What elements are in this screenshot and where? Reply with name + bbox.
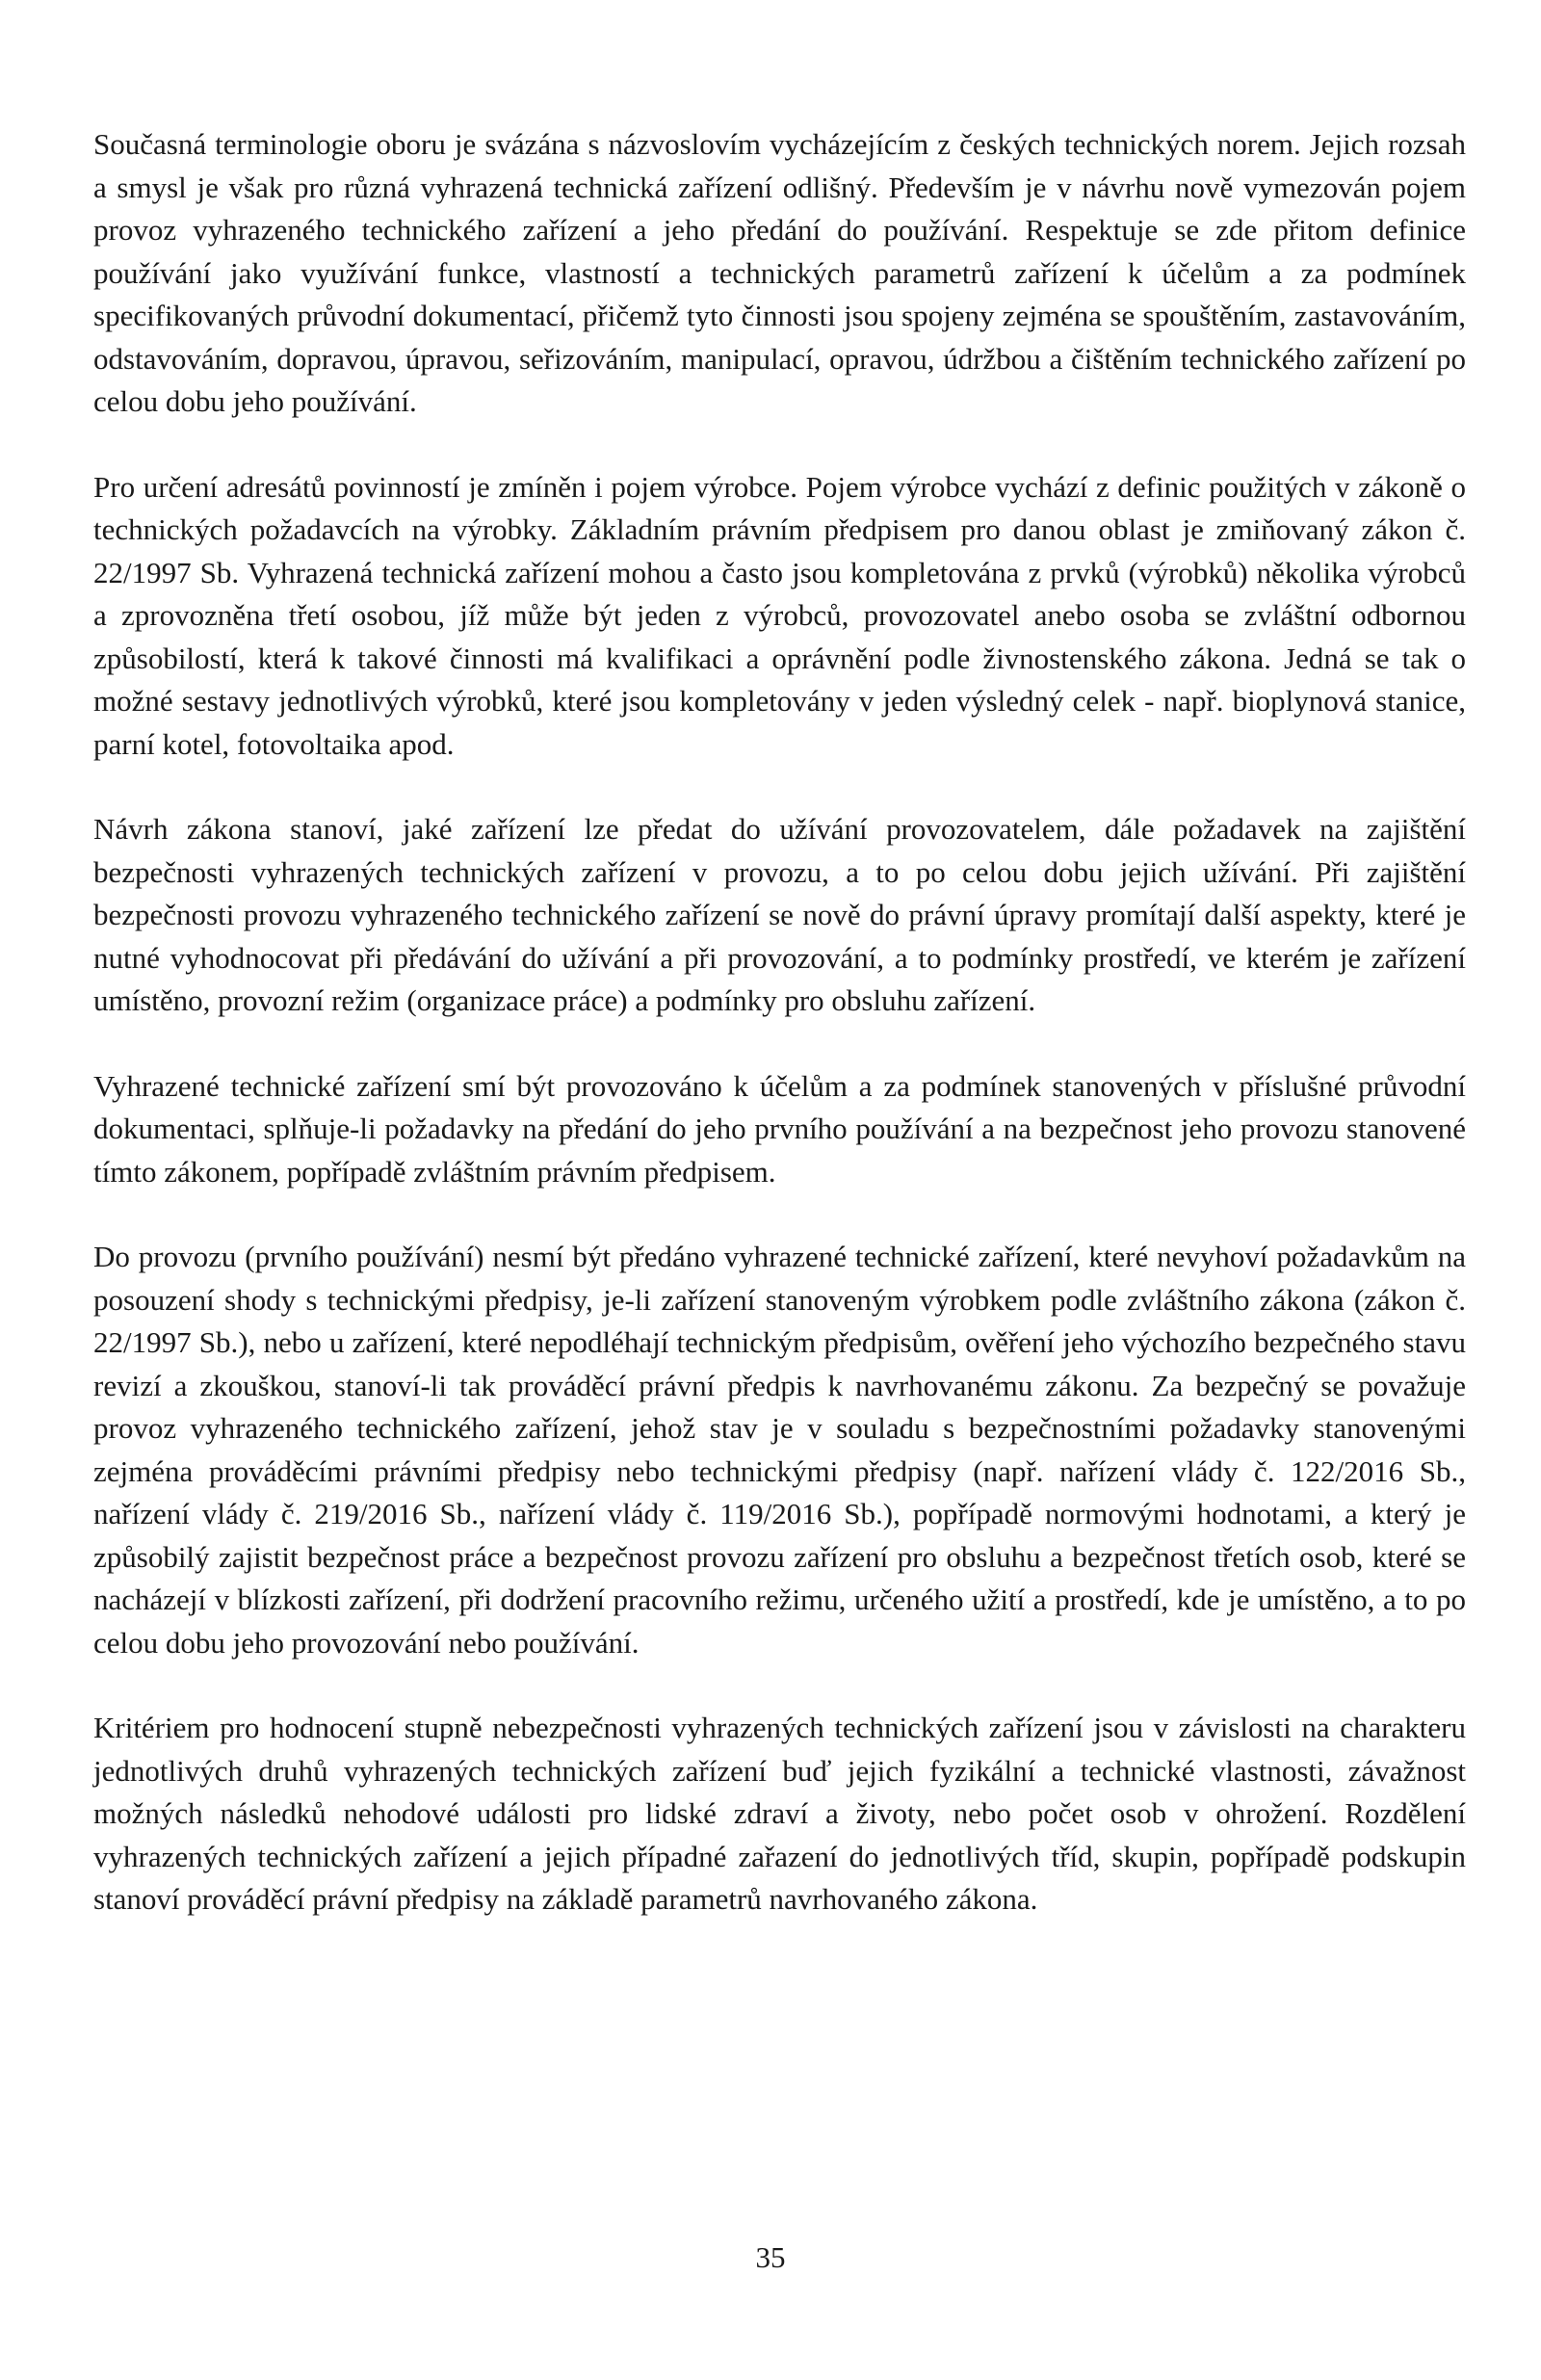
paragraph-terminology: Současná terminologie oboru je svázána s názvoslovím vycházejícím z českých technických norem. Jejich rozsah a smysl je však pro různá vyhrazená technická zařízení odlišný. Především je v návrhu nově vymezován pojem provoz vyhrazeného technického zařízení a jeho předání do používání. Respektuje se zde přitom definice používání jako využívání funkce, vlastností a technických parametrů zařízení k účelům a za podmínek specifikovaných průvodní dokumentací, přičemž tyto činnosti jsou spojeny zejména se spouštěním, zastavováním, odstavováním, dopravou, úpravou, seřizováním, manipulací, opravou, údržbou a čištěním technického zařízení po celou dobu jeho používání. <box>93 127 1466 418</box>
paragraph-operation-safety: Návrh zákona stanoví, jaké zařízení lze předat do užívání provozovatelem, dále požadavek na zajištění bezpečnosti vyhrazených technických zařízení v provozu, a to po celou dobu jejich užívání. Při zajištění bezpečnosti provozu vyhrazeného technického zařízení se nově do právní úpravy promítají další aspekty, které je nutné vyhodnocovat při předávání do užívání a při provozování, a to podmínky prostředí, ve kterém je zařízení umístěno, provozní režim (organizace práce) a podmínky pro obsluhu zařízení. <box>93 812 1466 1017</box>
document-body <box>93 123 1466 1964</box>
paragraph-hazard-criteria: Kritériem pro hodnocení stupně nebezpečnosti vyhrazených technických zařízení jsou v závislosti na charakteru jednotlivých druhů vyhrazených technických zařízení buď jejich fyzikální a technické vlastnosti, závažnost možných následků nehodové události pro lidské zdraví a životy, nebo počet osob v ohrožení. Rozdělení vyhrazených technických zařízení a jejich případné zařazení do jednotlivých tříd, skupin, popřípadě podskupin stanoví prováděcí právní předpisy na základě parametrů navrhovaného zákona. <box>93 1711 1466 1916</box>
paragraph-first-use: Do provozu (prvního používání) nesmí být předáno vyhrazené technické zařízení, které nevyhoví požadavkům na posouzení shody s technickými předpisy, je-li zařízení stanoveným výrobkem podle zvláštního zákona (zákon č. 22/1997 Sb.), nebo u zařízení, které nepodléhají technickým předpisům, ověření jeho výchozího bezpečného stavu revizí a zkouškou, stanoví-li tak prováděcí právní předpis k navrhovanému zákonu. Za bezpečný se považuje provoz vyhrazeného technického zařízení, jehož stav je v souladu s bezpečnostními požadavky stanovenými zejména prováděcími právními předpisy nebo technickými předpisy (např. nařízení vlády č. 122/2016 Sb., nařízení vlády č. 219/2016 Sb., nařízení vlády č. 119/2016 Sb.), popřípadě normovými hodnotami, a který je způsobilý zajistit bezpečnost práce a bezpečnost provozu zařízení pro obsluhu a bezpečnost třetích osob, které se nacházejí v blízkosti zařízení, při dodržení pracovního režimu, určeného užití a prostředí, kde je umístěno, a to po celou dobu jeho provozování nebo používání. <box>93 1240 1466 1660</box>
paragraph-manufacturer: Pro určení adresátů povinností je zmíněn i pojem výrobce. Pojem výrobce vychází z definic použitých v zákoně o technických požadavcích na výrobky. Základním právním předpisem pro danou oblast je zmiňovaný zákon č. 22/1997 Sb. Vyhrazená technická zařízení mohou a často jsou kompletována z prvků (výrobků) několika výrobců a zprovozněna třetí osobou, jíž může být jeden z výrobců, provozovatel anebo osoba se zvláštní odbornou způsobilostí, která k takové činnosti má kvalifikaci a oprávnění podle živnostenského zákona. Jedná se tak o možné sestavy jednotlivých výrobků, které jsou kompletovány v jeden výsledný celek - např. bioplynová stanice, parní kotel, fotovoltaika apod. <box>93 469 1466 761</box>
page-number: 35 <box>755 2240 786 2274</box>
paragraph-operating-conditions: Vyhrazené technické zařízení smí být provozováno k účelům a za podmínek stanovených v příslušné průvodní dokumentaci, splňuje-li požadavky na předání do jeho prvního používání a na bezpečnost jeho provozu stanovené tímto zákonem, popřípadě zvláštním právním předpisem. <box>93 1068 1466 1189</box>
